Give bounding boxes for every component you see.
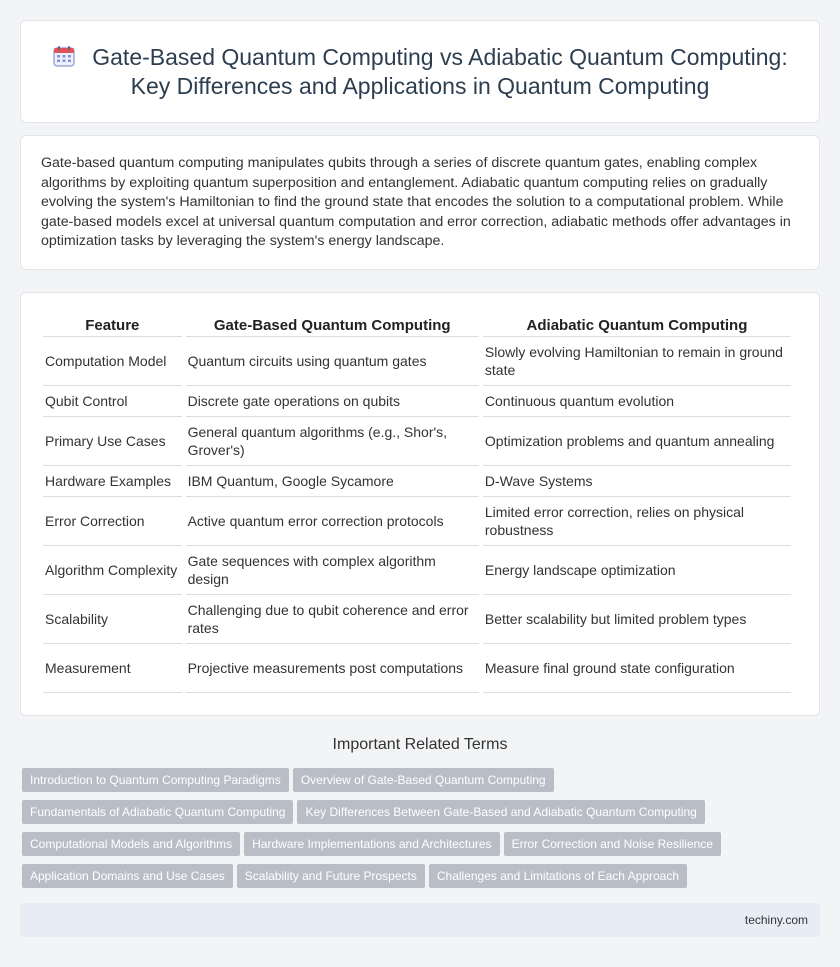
related-term-tag[interactable]: Challenges and Limitations of Each Approach [429, 864, 687, 888]
related-term-tag[interactable]: Error Correction and Noise Resilience [504, 832, 721, 856]
table-cell: Gate sequences with complex algorithm design [186, 546, 479, 595]
related-term-tag[interactable]: Computational Models and Algorithms [22, 832, 240, 856]
related-term-tag[interactable]: Key Differences Between Gate-Based and Adiabatic Quantum Computing [297, 800, 704, 824]
footer [20, 903, 820, 937]
table-cell: D-Wave Systems [483, 466, 791, 497]
related-terms-list [22, 768, 822, 896]
table-row [43, 417, 791, 466]
table-cell: Qubit Control [43, 386, 182, 417]
table-row [43, 466, 791, 497]
table-row [43, 644, 791, 693]
title-card [20, 20, 820, 123]
related-term-tag[interactable]: Introduction to Quantum Computing Paradigms [22, 768, 289, 792]
table-row [43, 497, 791, 546]
table-row [43, 546, 791, 595]
table-cell: Quantum circuits using quantum gates [186, 337, 479, 386]
table-cell: Computation Model [43, 337, 182, 386]
table-cell: IBM Quantum, Google Sycamore [186, 466, 479, 497]
related-terms-heading: Important Related Terms [332, 736, 508, 753]
table-cell: Measurement [43, 644, 182, 693]
comparison-table [39, 313, 795, 693]
table-cell: Algorithm Complexity [43, 546, 182, 595]
related-term-tag[interactable]: Hardware Implementations and Architectures [244, 832, 499, 856]
intro-paragraph: Gate-based quantum computing manipulates qubits through a series of discrete quantum gates, enabling complex algorithms by exploiting quantum superposition and entanglement. Adiabatic quantum computing relies on gradually evolving the system's Hamiltonian to find the ground state that encodes the solution to a computational problem. While gate-based models excel at universal quantum computation and error correction, adiabatic methods offer advantages in optimization tasks by leveraging the system's energy landscape. [41, 155, 791, 249]
header-gate-based: Gate-Based Quantum Computing [186, 313, 479, 337]
table-cell: Better scalability but limited problem types [483, 595, 791, 644]
table-cell: Active quantum error correction protocols [186, 497, 479, 546]
footer-site[interactable]: techiny.com [744, 913, 808, 927]
table-cell: Limited error correction, relies on physical robustness [483, 497, 791, 546]
table-header-row [43, 313, 791, 337]
table-row [43, 337, 791, 386]
related-term-tag[interactable]: Scalability and Future Prospects [237, 864, 425, 888]
related-term-tag[interactable]: Fundamentals of Adiabatic Quantum Computing [22, 800, 293, 824]
intro-card [20, 135, 820, 270]
comparison-table-card [20, 292, 820, 716]
table-cell: Projective measurements post computations [186, 644, 479, 693]
calendar-icon [52, 44, 76, 68]
table-row [43, 386, 791, 417]
table-cell: Primary Use Cases [43, 417, 182, 466]
table-cell: Hardware Examples [43, 466, 182, 497]
table-cell: Measure final ground state configuration [483, 644, 791, 693]
table-cell: General quantum algorithms (e.g., Shor's, Grover's) [186, 417, 479, 466]
related-term-tag[interactable]: Application Domains and Use Cases [22, 864, 233, 888]
table-cell: Error Correction [43, 497, 182, 546]
page-title [51, 43, 789, 101]
table-cell: Energy landscape optimization [483, 546, 791, 595]
table-cell: Continuous quantum evolution [483, 386, 791, 417]
header-adiabatic: Adiabatic Quantum Computing [483, 313, 791, 337]
page-title-text: Gate-Based Quantum Computing vs Adiabatic Quantum Computing: Key Differences and Applications in Quantum Computing [92, 43, 788, 99]
table-cell: Slowly evolving Hamiltonian to remain in ground state [483, 337, 791, 386]
table-cell: Challenging due to qubit coherence and error rates [186, 595, 479, 644]
table-cell: Scalability [43, 595, 182, 644]
header-feature: Feature [43, 313, 182, 337]
table-row [43, 595, 791, 644]
table-cell: Optimization problems and quantum annealing [483, 417, 791, 466]
related-term-tag[interactable]: Overview of Gate-Based Quantum Computing [293, 768, 554, 792]
table-cell: Discrete gate operations on qubits [186, 386, 479, 417]
